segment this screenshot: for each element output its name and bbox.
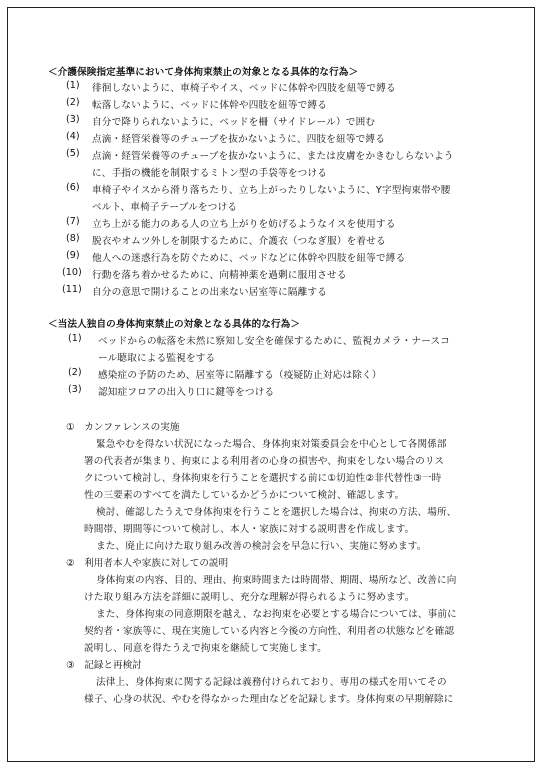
- item-text: 点滴・経管栄養等のチューブを抜かないように、または皮膚をかきむしらないよう: [92, 151, 454, 162]
- item-text: 行動を落ち着かせるために、向精神薬を過剰に服用させる: [92, 270, 347, 281]
- item-text: 転落しないように、ベッドに体幹や四肢を紐等で縛る: [92, 100, 328, 111]
- item-number: (5): [66, 148, 80, 159]
- paragraph-line: 身体拘束の内容、目的、理由、拘束時間または時間帯、期間、場所など、改善に向: [96, 575, 457, 586]
- item-text: 脱衣やオムツ外しを制限するために、介護衣（つなぎ服）を着せる: [92, 236, 386, 247]
- section2-heading: ＜当法人独自の身体拘束禁止の対象となる具体的な行為＞: [48, 319, 301, 330]
- item-text: 徘徊しないように、車椅子やイス、ベッドに体幹や四肢を紐等で縛る: [92, 83, 396, 94]
- item-number: (9): [66, 250, 80, 261]
- item-text: 認知症フロアの出入り口に鍵等をつける: [98, 387, 275, 398]
- item-text-continued: ール聴取による監視をする: [98, 353, 216, 364]
- paragraph-line: けた取り組み方法を詳細に説明し、充分な理解が得られるように努めます。: [84, 592, 415, 603]
- item-number: (4): [66, 131, 80, 142]
- item-text: 車椅子やイスから滑り落ちたり、立ち上がったりしないように、Y字型拘束帯や腰: [92, 185, 451, 196]
- subsection-header-conference: ① カンファレンスの実施: [66, 422, 180, 433]
- item-number: (7): [66, 216, 80, 227]
- section1-heading: ＜介護保険指定基準において身体拘束禁止の対象となる具体的な行為＞: [48, 67, 359, 78]
- item-number: (2): [68, 367, 82, 378]
- item-text: 他人への迷惑行為を防ぐために、ベッドなどに体幹や四肢を紐等で縛る: [92, 253, 406, 264]
- subsection-header-records: ③ 記録と再検討: [66, 660, 142, 671]
- paragraph-line: 様子、心身の状況、やむを得なかった理由などを記録します。身体拘束の早期解除に: [84, 694, 454, 705]
- item-text: 点滴・経管栄養等のチューブを抜かないように、四肢を紐等で縛る: [92, 134, 386, 145]
- paragraph-line: 検討、確認したうえで身体拘束を行うことを選択した場合は、拘束の方法、場所、: [96, 507, 457, 518]
- item-number: (11): [62, 284, 82, 295]
- item-text: 自分で降りられないように、ベッドを柵（サイドレール）で囲む: [92, 117, 376, 128]
- item-number: (3): [68, 384, 82, 395]
- paragraph-line: 説明し、同意を得たうえで拘束を継続して実施します。: [84, 643, 327, 654]
- item-number: (1): [66, 80, 80, 91]
- paragraph-line: クについて検討し、身体拘束を行うことを選択する前に①切迫性②非代替性③一時: [84, 473, 442, 484]
- item-text-continued: に、手指の機能を制限するミトン型の手袋等をつける: [92, 168, 328, 179]
- item-text: ベッドからの転落を未然に察知し安全を確保するために、監視カメラ・ナースコ: [98, 336, 451, 347]
- item-number: (6): [66, 182, 80, 193]
- paragraph-line: 法律上、身体拘束に関する記録は義務付けられており、専用の様式を用いてその: [96, 677, 447, 688]
- item-number: (3): [66, 114, 80, 125]
- item-number: (2): [66, 97, 80, 108]
- paragraph-line: 緊急やむを得ない状況になった場合、身体拘束対策委員会を中心として各関係部: [96, 439, 447, 450]
- item-number: (10): [62, 267, 82, 278]
- paragraph-line: 署の代表者が集まり、拘束による利用者の心身の損害や、拘束をしない場合のリス: [84, 456, 445, 467]
- paragraph-line: 時間帯、期間等について検討し、本人・家族に対する説明書を作成します。: [84, 524, 415, 535]
- item-text: 立ち上がる能力のある人の立ち上がりを妨げるようなイスを使用する: [92, 219, 396, 230]
- item-text: 自分の意思で開けることの出来ない居室等に隔離する: [92, 287, 328, 298]
- item-text: 感染症の予防のため、居室等に隔離する（疫疑防止対応は除く）: [98, 370, 382, 381]
- item-number: (1): [68, 333, 82, 344]
- subsection-header-explanation: ② 利用者本人や家族に対しての説明: [66, 558, 229, 569]
- item-number: (8): [66, 233, 80, 244]
- paragraph-line: また、身体拘束の同意期限を越え、なお拘束を必要とする場合については、事前に: [96, 609, 457, 620]
- paragraph-line: 契約者・家族等に、現在実施している内容と今後の方向性、利用者の状態などを確認: [84, 626, 455, 637]
- paragraph-line: 性の三要素のすべてを満たしているかどうかについて検討、確認します。: [84, 490, 405, 501]
- item-text-continued: ベルト、車椅子テーブルをつける: [92, 202, 238, 213]
- paragraph-line: また、廃止に向けた取り組み改善の検討会を早急に行い、実施に努めます。: [96, 541, 427, 552]
